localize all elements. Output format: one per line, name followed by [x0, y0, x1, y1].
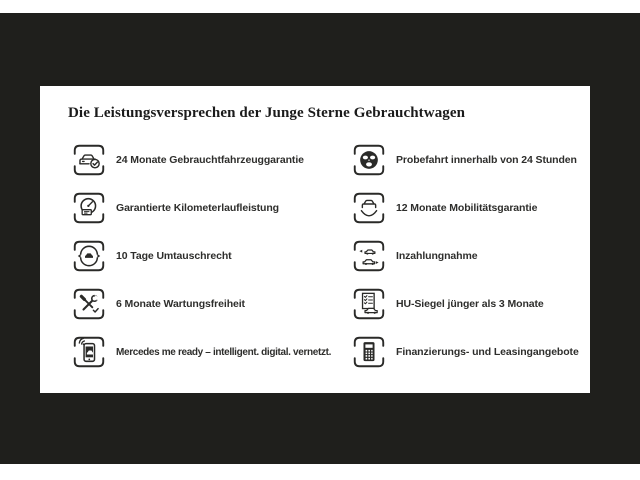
car-exchange-icon [70, 237, 108, 275]
benefit-label: Garantierte Kilometerlaufleistung [116, 202, 279, 214]
benefit-label: Finanzierungs- und Leasingangebote [396, 346, 579, 358]
benefits-column-left [70, 141, 331, 371]
benefit-label: 12 Monate Mobilitätsgarantie [396, 202, 538, 214]
benefit-label: Probefahrt innerhalb von 24 Stunden [396, 154, 577, 166]
benefits-card [40, 86, 590, 393]
tools-check-icon [70, 285, 108, 323]
benefits-column-right [350, 141, 579, 371]
benefit-label: HU-Siegel jünger als 3 Monate [396, 298, 544, 310]
benefit-item [350, 333, 579, 371]
benefit-label: Inzahlungnahme [396, 250, 478, 262]
speedometer-icon [70, 189, 108, 227]
benefit-item [70, 189, 331, 227]
benefit-item [70, 333, 331, 371]
benefit-label: 24 Monate Gebrauchtfahrzeuggarantie [116, 154, 304, 166]
benefit-item [350, 189, 579, 227]
benefit-item [350, 285, 579, 323]
card-title: Die Leistungsversprechen der Junge Sterne Gebrauchtwagen [68, 105, 466, 121]
benefit-label: Mercedes me ready – intelligent. digital. vernetzt. [116, 346, 332, 358]
benefit-label: 6 Monate Wartungsfreiheit [116, 298, 245, 310]
steering-wheel-icon [350, 141, 388, 179]
car-trade-icon [350, 237, 388, 275]
calculator-icon [350, 333, 388, 371]
car-check-icon [70, 141, 108, 179]
benefit-item [350, 141, 579, 179]
benefit-item [70, 237, 331, 275]
hu-seal-icon [350, 285, 388, 323]
benefit-item [350, 237, 579, 275]
benefit-label: 10 Tage Umtauschrecht [116, 250, 232, 262]
benefit-item [70, 141, 331, 179]
smartphone-car-icon [70, 333, 108, 371]
benefit-item [70, 285, 331, 323]
car-hand-icon [350, 189, 388, 227]
